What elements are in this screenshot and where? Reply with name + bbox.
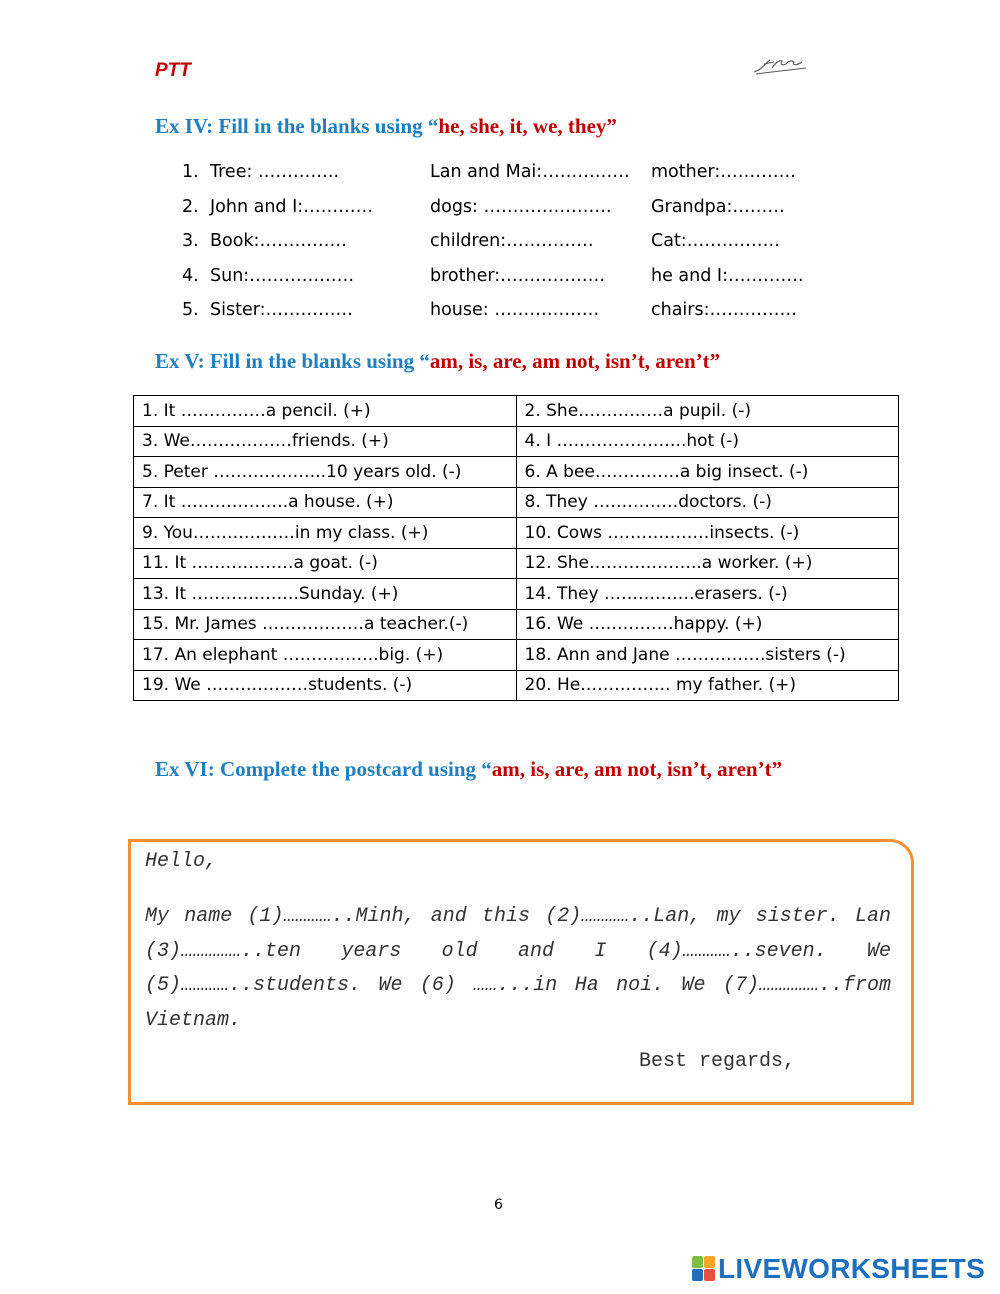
table-cell: 19. We ………………students. (-) <box>134 670 517 701</box>
signature-icon <box>752 52 808 78</box>
table-row <box>134 579 899 610</box>
table-row <box>134 548 899 579</box>
ex4-item: house: ……………… <box>430 300 600 320</box>
table-cell: 12. She………………..a worker. (+) <box>516 548 899 579</box>
table-cell: 3. We………………friends. (+) <box>134 426 517 457</box>
ex4-item: dogs: …………………. <box>430 196 612 217</box>
table-cell: 13. It ……………….Sunday. (+) <box>134 579 517 610</box>
ex4-title <box>155 114 617 139</box>
ex4-num: 1. <box>182 162 199 182</box>
ex5-title-suffix: ” <box>709 349 721 373</box>
ex4-item: Book:…………… <box>210 231 347 251</box>
ex4-item: chairs:…………… <box>651 300 798 320</box>
table-row <box>134 640 899 671</box>
ex4-num: 5. <box>182 300 199 320</box>
ex6-title-prefix: Ex VI: Complete the postcard using “ <box>155 757 492 781</box>
table-cell: 5. Peter ………………..10 years old. (-) <box>134 457 517 488</box>
brand-logo <box>692 1253 985 1285</box>
table-cell: 17. An elephant ……………..big. (+) <box>134 640 517 671</box>
table-row <box>134 457 899 488</box>
ex4-item: John and I:………… <box>210 196 374 217</box>
table-cell: 4. I …………………..hot (-) <box>516 426 899 457</box>
table-cell: 11. It ………………a goat. (-) <box>134 548 517 579</box>
liveworksheets-logo-icon <box>692 1256 716 1282</box>
table-cell: 8. They ……………doctors. (-) <box>516 487 899 518</box>
ex4-item: Grandpa:……… <box>651 196 785 217</box>
ex4-item: Cat:……………. <box>651 231 780 251</box>
table-cell: 7. It ……………….a house. (+) <box>134 487 517 518</box>
table-cell: 16. We ……………happy. (+) <box>516 609 899 640</box>
table-cell: 18. Ann and Jane …………….sisters (-) <box>516 640 899 671</box>
table-cell: 14. They …………….erasers. (-) <box>516 579 899 610</box>
ex4-item: Lan and Mai:…………… <box>430 162 630 182</box>
table-row <box>134 426 899 457</box>
table-row <box>134 609 899 640</box>
ex6-title-suffix: ” <box>771 757 783 781</box>
table-cell: 9. You………………in my class. (+) <box>134 518 517 549</box>
ex4-title-suffix: ” <box>606 114 617 138</box>
ex4-item: Sister:…………… <box>210 300 353 320</box>
postcard-greeting: Hello, <box>145 850 218 873</box>
page-number: 6 <box>494 1197 503 1213</box>
ex6-title-words: am, is, are, am not, isn’t, aren’t <box>491 757 772 781</box>
table-row <box>134 487 899 518</box>
ex4-item: he and I:…………. <box>651 265 804 286</box>
ex4-item: brother:……………… <box>430 265 606 286</box>
ex5-title-prefix: Ex V: Fill in the blanks using “ <box>155 349 430 373</box>
table-cell: 2. She……………a pupil. (-) <box>516 396 899 427</box>
ex4-num: 4. <box>182 265 199 286</box>
ex5-title-words: am, is, are, am not, isn’t, aren’t <box>429 349 710 373</box>
postcard-closing: Best regards, <box>639 1050 796 1073</box>
table-row <box>134 670 899 701</box>
ex4-item: Tree: ………….. <box>210 162 340 182</box>
brand-name: LIVEWORKSHEETS <box>718 1253 986 1284</box>
table-cell: 6. A bee……………a big insect. (-) <box>516 457 899 488</box>
ex4-item: Sun:……………… <box>210 265 355 286</box>
ex5-title <box>155 349 720 374</box>
table-cell: 1. It ……………a pencil. (+) <box>134 396 517 427</box>
header-label: PTT <box>155 60 191 81</box>
postcard-body: My name (1)…………..Minh, and this (2)…………..Lan, my sister. Lan (3)……………..ten years old and I (4)…………..seven. We (5)…………..students. We (6) ……...in Ha noi. We (7)……………..from Vietnam. <box>145 905 891 1032</box>
table-cell: 20. He……………. my father. (+) <box>516 670 899 701</box>
table-cell: 15. Mr. James ………………a teacher.(-) <box>134 609 517 640</box>
ex4-num: 3. <box>182 231 199 251</box>
postcard <box>128 839 914 1105</box>
table-cell: 10. Cows ………………insects. (-) <box>516 518 899 549</box>
table-row <box>134 396 899 427</box>
ex4-title-words: he, she, it, we, they <box>438 114 607 138</box>
ex6-title <box>155 754 835 784</box>
ex4-title-prefix: Ex IV: Fill in the blanks using “ <box>155 114 439 138</box>
ex4-num: 2. <box>182 196 199 217</box>
ex4-item: mother:…………. <box>651 162 796 182</box>
table-row <box>134 518 899 549</box>
ex5-table <box>133 395 899 701</box>
ex4-item: children:…………… <box>430 231 594 251</box>
